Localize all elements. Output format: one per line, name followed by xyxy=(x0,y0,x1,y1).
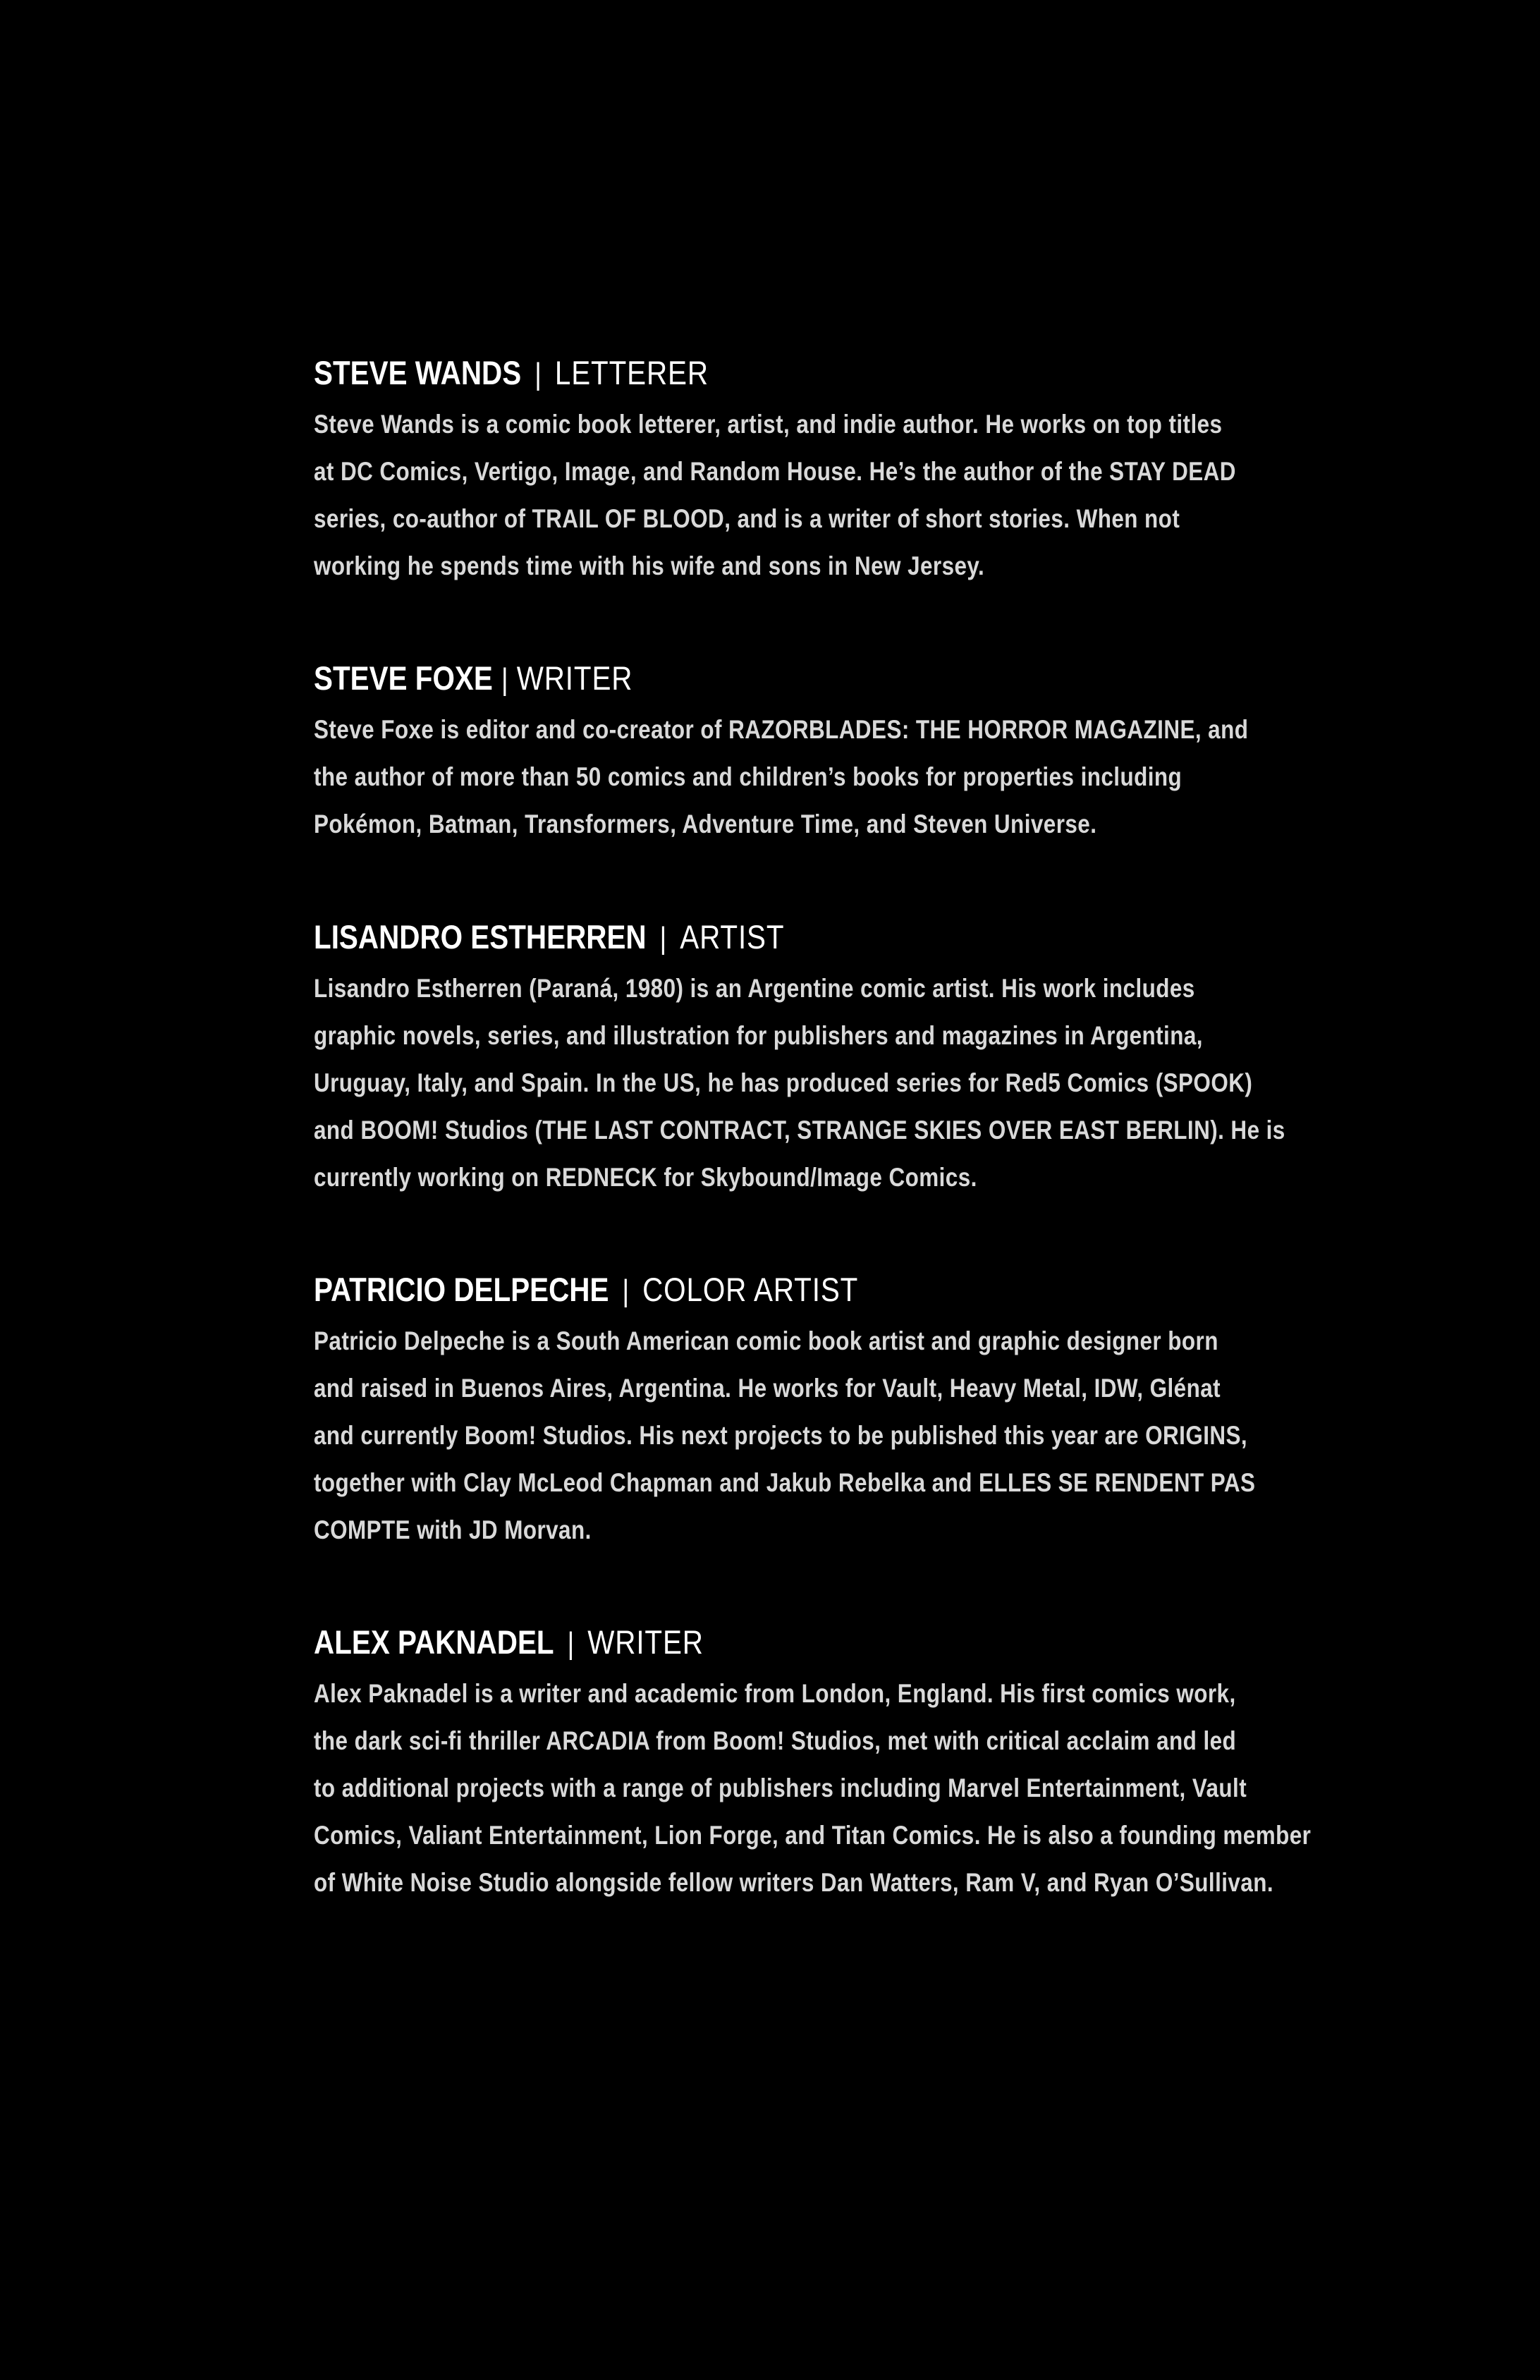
bio-separator: | xyxy=(501,662,508,697)
bio-line: COMPTE with JD Morvan. xyxy=(314,1515,592,1544)
bio-heading xyxy=(314,651,1375,706)
bio-line: graphic novels, series, and illustration for publishers and magazines in Argentina, xyxy=(314,1021,1203,1050)
bio-line: Patricio Delpeche is a South American comic book artist and graphic designer born xyxy=(314,1326,1218,1355)
bio-role: WRITER xyxy=(587,1623,704,1661)
bio-line: together with Clay McLeod Chapman and Jakub Rebelka and ELLES SE RENDENT PAS xyxy=(314,1468,1256,1497)
bio-text xyxy=(314,965,1363,1201)
bio-text xyxy=(314,1670,1363,1906)
bio-line: Alex Paknadel is a writer and academic from London, England. His first comics work, xyxy=(314,1679,1236,1708)
bio-role: ARTIST xyxy=(680,918,785,956)
bio-line: the author of more than 50 comics and children’s books for properties including xyxy=(314,762,1182,791)
bio-line: of White Noise Studio alongside fellow writers Dan Watters, Ram V, and Ryan O’Sullivan. xyxy=(314,1868,1274,1897)
bio-line: to additional projects with a range of publishers including Marvel Entertainment, Vault xyxy=(314,1774,1247,1802)
bio-heading xyxy=(314,1262,1375,1317)
bio-name: ALEX PAKNADEL xyxy=(314,1623,554,1661)
bio-line: and raised in Buenos Aires, Argentina. He works for Vault, Heavy Metal, IDW, Glénat xyxy=(314,1374,1221,1403)
bio-role: WRITER xyxy=(516,659,633,697)
bio-line: Uruguay, Italy, and Spain. In the US, he has produced series for Red5 Comics (SPOOK) xyxy=(314,1068,1253,1097)
bio-line: and currently Boom! Studios. His next projects to be published this year are ORIGINS, xyxy=(314,1421,1248,1450)
bio-alex-paknadel xyxy=(314,1615,1540,1906)
bio-role: COLOR ARTIST xyxy=(642,1271,859,1308)
bio-line: series, co-author of TRAIL OF BLOOD, and is a writer of short stories. When not xyxy=(314,504,1180,533)
bio-line: Pokémon, Batman, Transformers, Adventure Time, and Steven Universe. xyxy=(314,810,1097,838)
bio-lisandro-estherren xyxy=(314,910,1540,1201)
bio-patricio-delpeche xyxy=(314,1262,1540,1554)
bio-name: PATRICIO DELPECHE xyxy=(314,1271,609,1308)
bio-text xyxy=(314,706,1363,848)
bio-steve-wands xyxy=(314,346,1540,590)
bio-separator: | xyxy=(659,921,667,956)
bio-heading xyxy=(314,1615,1375,1670)
bio-line: Steve Wands is a comic book letterer, artist, and indie author. He works on top titles xyxy=(314,410,1223,439)
bio-line: at DC Comics, Vertigo, Image, and Random House. He’s the author of the STAY DEAD xyxy=(314,457,1236,486)
bio-line: Lisandro Estherren (Paraná, 1980) is an Argentine comic artist. His work includes xyxy=(314,974,1195,1003)
bio-text xyxy=(314,1317,1363,1554)
bio-separator: | xyxy=(622,1274,630,1308)
bio-heading xyxy=(314,910,1375,965)
bio-line: currently working on REDNECK for Skybound/Image Comics. xyxy=(314,1163,977,1192)
bio-line: Comics, Valiant Entertainment, Lion Forge, and Titan Comics. He is also a founding member xyxy=(314,1821,1312,1850)
bio-heading xyxy=(314,346,1375,401)
bio-line: working he spends time with his wife and sons in New Jersey. xyxy=(314,551,985,580)
bio-text xyxy=(314,401,1363,590)
bio-name: LISANDRO ESTHERREN xyxy=(314,918,647,956)
bio-separator: | xyxy=(534,357,542,391)
bio-line: and BOOM! Studios (THE LAST CONTRACT, STRANGE SKIES OVER EAST BERLIN). He is xyxy=(314,1116,1285,1145)
bio-name: STEVE FOXE xyxy=(314,659,493,697)
bio-name: STEVE WANDS xyxy=(314,354,522,391)
bio-line: Steve Foxe is editor and co-creator of RAZORBLADES: THE HORROR MAGAZINE, and xyxy=(314,715,1249,744)
bio-separator: | xyxy=(567,1626,575,1661)
bio-line: the dark sci-fi thriller ARCADIA from Boom! Studios, met with critical acclaim and led xyxy=(314,1726,1237,1755)
bio-steve-foxe xyxy=(314,651,1540,848)
bio-role: LETTERER xyxy=(554,354,709,391)
